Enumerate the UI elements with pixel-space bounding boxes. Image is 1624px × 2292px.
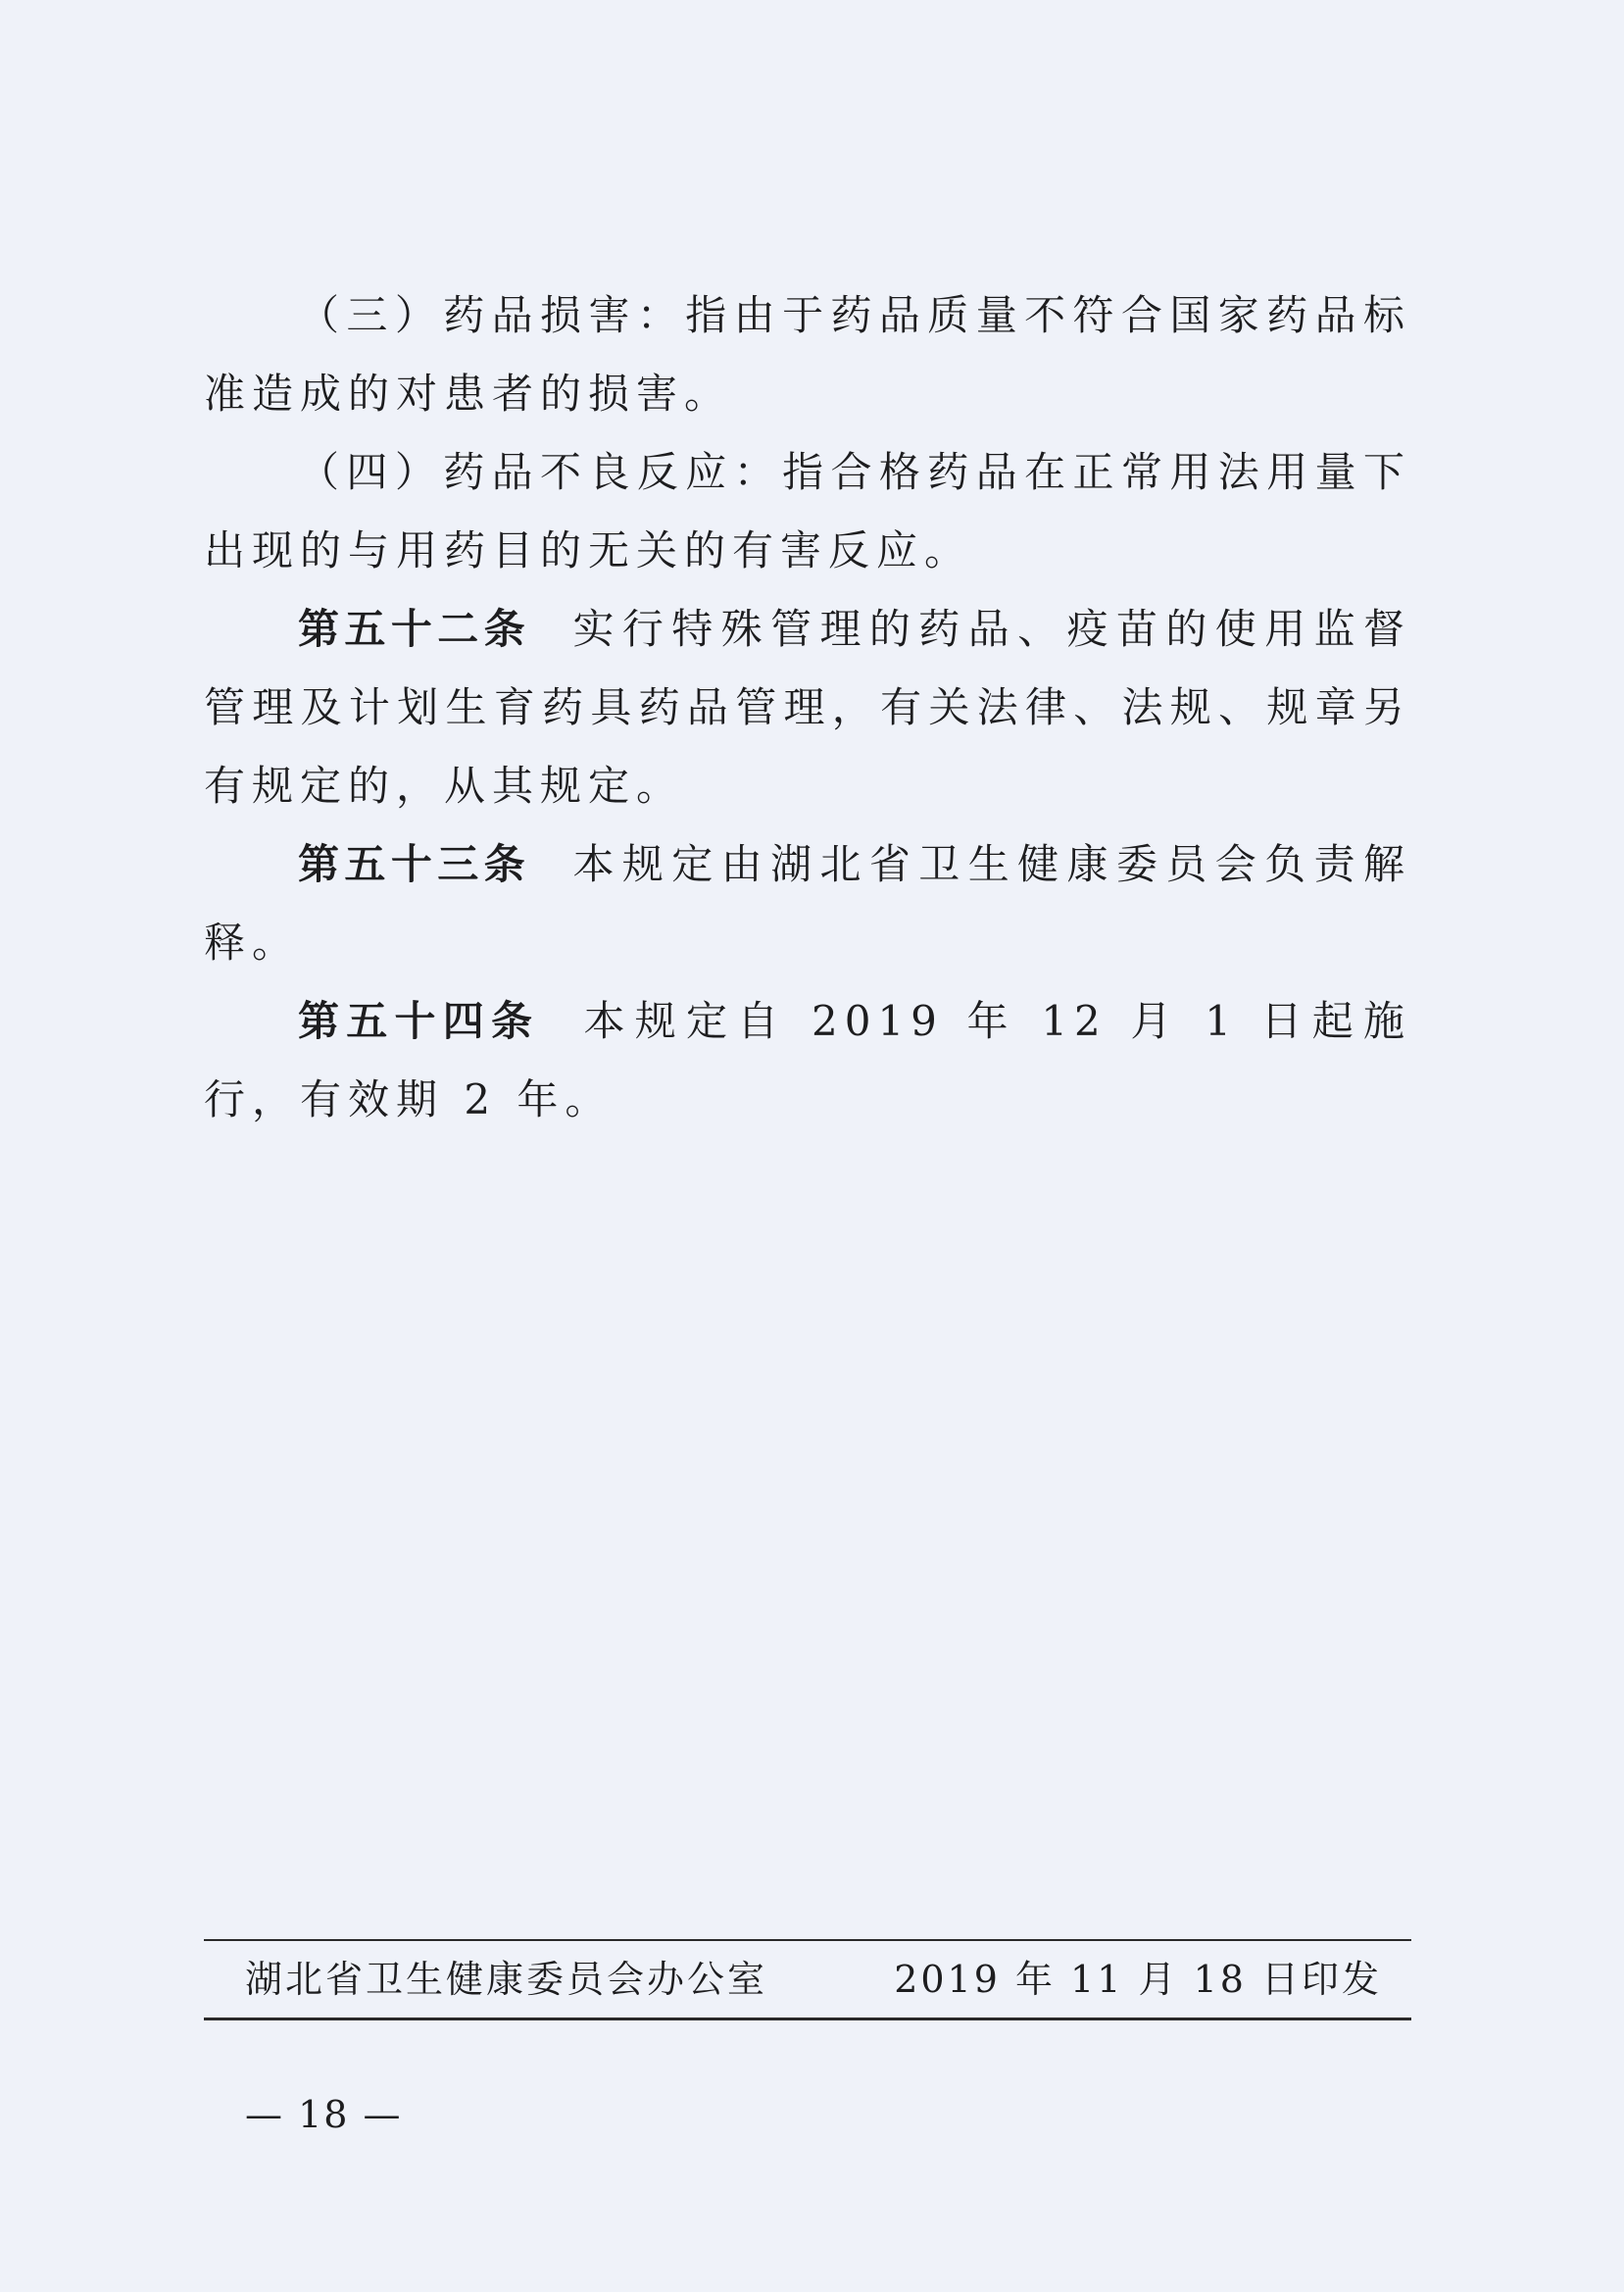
article-text: 实行特殊管理的药品、疫苗的使用监督管理及计划生育药具药品管理，有关法律、法规、规章另有规定的，从其规定。 (204, 605, 1411, 810)
article-heading: 第五十四条 (298, 997, 540, 1045)
article-52 (204, 590, 1411, 825)
paragraph-item-4 (204, 433, 1411, 590)
paragraph-text: （三）药品损害：指由于药品质量不符合国家药品标准造成的对患者的损害。 (204, 291, 1411, 418)
paragraph-text: （四）药品不良反应：指合格药品在正常用法用量下出现的与用药目的无关的有害反应。 (204, 448, 1411, 574)
article-54 (204, 982, 1411, 1139)
issue-date: 2019 年 11 月 18 日印发 (894, 1958, 1382, 2001)
article-53 (204, 825, 1411, 982)
article-heading: 第五十二条 (298, 605, 531, 653)
issuer-name: 湖北省卫生健康委员会办公室 (245, 1958, 768, 2001)
imprint-top-rule (204, 1939, 1411, 1941)
article-heading: 第五十三条 (298, 840, 531, 888)
document-body (204, 276, 1411, 1139)
imprint-line (245, 1951, 1382, 2008)
paragraph-item-3 (204, 276, 1411, 433)
article-text: 本规定自 2019 年 12 月 1 日起施行，有效期 2 年。 (204, 997, 1411, 1123)
page-number: — 18 — (245, 2093, 403, 2136)
imprint-bottom-rule (204, 2018, 1411, 2020)
article-text: 本规定由湖北省卫生健康委员会负责解释。 (204, 840, 1411, 967)
